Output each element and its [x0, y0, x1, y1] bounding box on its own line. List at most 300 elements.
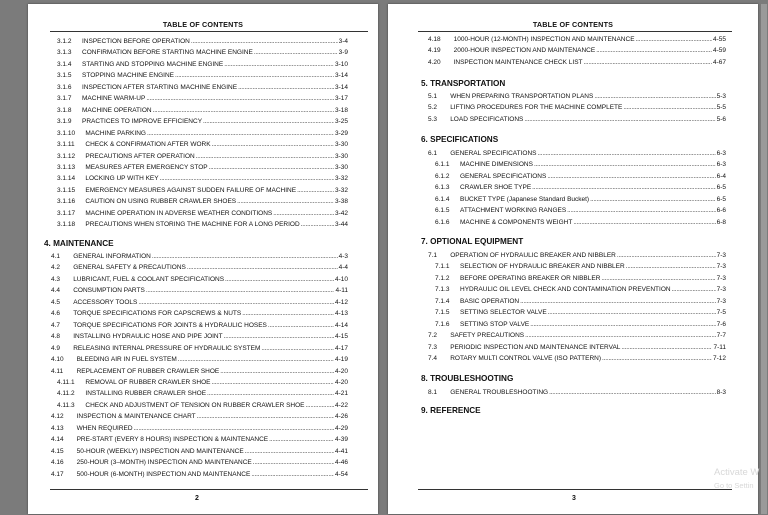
- toc-entry-title: MACHINE & COMPONENTS WEIGHT: [460, 218, 573, 226]
- toc-entry-number: 3.1.7: [57, 95, 72, 103]
- left-page: [28, 4, 378, 514]
- toc-entry-page: 6-6: [716, 207, 726, 215]
- section-heading[interactable]: 8. TROUBLESHOOTING: [421, 374, 514, 383]
- toc-entry-number: 3.1.5: [57, 72, 72, 80]
- toc-entry[interactable]: [57, 161, 348, 171]
- header-rule: [50, 31, 368, 32]
- dot-leader: [538, 150, 716, 157]
- toc-entry-number: 3.1.9: [57, 118, 72, 126]
- page-number: 2: [195, 495, 199, 502]
- toc-entry-title: LOCKING UP WITH KEY: [85, 175, 159, 183]
- dot-leader: [532, 184, 715, 191]
- dot-leader: [626, 263, 716, 270]
- toc-entry-title: LOAD SPECIFICATIONS: [450, 115, 524, 123]
- toc-entry-title: INSPECTION BEFORE OPERATION: [82, 38, 190, 45]
- toc-entry-title: ATTACHMENT WORKING RANGES: [460, 207, 567, 215]
- toc-entry-number: 3.1.15: [57, 186, 76, 194]
- toc-entry-page: 7-3: [716, 252, 726, 259]
- toc-entry[interactable]: [428, 33, 726, 43]
- toc-entry-title: GENERAL SPECIFICATIONS: [460, 172, 547, 180]
- toc-entry[interactable]: [428, 341, 726, 351]
- toc-entry-title: MACHINE WARM-UP: [82, 95, 146, 103]
- toc-entry-title: PRE-START (EVERY 8 HOURS) INSPECTION & MAINTENANCE: [76, 436, 269, 444]
- toc-entry-title: ROTARY MULTI CONTROL VALVE (ISO PATTERN): [450, 355, 602, 363]
- toc-entry[interactable]: [51, 445, 348, 455]
- dot-leader: [601, 275, 715, 282]
- toc-entry-title: TORQUE SPECIFICATIONS FOR JOINTS & HYDRAULIC HOSES: [73, 321, 267, 329]
- toc-entry-title: 2000-HOUR INSPECTION AND MAINTENANCE: [453, 47, 596, 55]
- toc-entry[interactable]: [435, 204, 726, 214]
- toc-entry-number: 4.11.1: [57, 378, 75, 386]
- toc-entry-page: 4-46: [334, 459, 348, 467]
- dot-leader: [549, 389, 716, 396]
- toc-entry-title: PRECAUTIONS AFTER OPERATION: [85, 152, 195, 160]
- toc-entry-number: 4.16: [51, 459, 64, 467]
- toc-entry-number: 4.20: [428, 58, 441, 66]
- toc-entry-title: MACHINE PARKING: [85, 129, 146, 137]
- toc-entry[interactable]: [435, 260, 726, 270]
- toc-entry[interactable]: [428, 329, 726, 339]
- toc-entry-title: BUCKET TYPE (Japanese Standard Bucket): [460, 195, 590, 203]
- toc-entry-number: 6.1.5: [435, 207, 450, 215]
- toc-entry-page: 5-3: [716, 93, 726, 100]
- toc-entry-page: 3-17: [334, 95, 348, 103]
- dot-leader: [273, 210, 334, 217]
- toc-entry-page: 4-54: [334, 470, 348, 478]
- toc-entry-number: 4.10: [51, 356, 64, 364]
- toc-entry-page: 3-44: [334, 221, 348, 229]
- toc-entry-page: 8-3: [716, 389, 726, 396]
- toc-entry-number: 4.1: [51, 253, 61, 260]
- watermark-line-2: Go to Settin: [714, 481, 754, 490]
- dot-leader: [237, 198, 334, 205]
- toc-entry-number: 7.1.4: [435, 297, 450, 305]
- toc-entry[interactable]: [51, 365, 348, 375]
- toc-entry-title: GENERAL SAFETY & PRECAUTIONS: [73, 264, 186, 272]
- toc-entry-page: 6-3: [716, 161, 726, 169]
- toc-entry-page: 4-39: [334, 436, 348, 444]
- toc-entry[interactable]: [51, 433, 348, 443]
- toc-entry[interactable]: [57, 150, 348, 160]
- toc-entry-page: 7-12: [712, 355, 726, 363]
- toc-entry-title: MACHINE OPERATION: [82, 106, 152, 114]
- toc-entry-page: 7-11: [713, 343, 726, 351]
- dot-leader: [242, 310, 334, 317]
- toc-entry-number: 6.1.1: [435, 161, 450, 169]
- toc-entry[interactable]: [435, 306, 726, 316]
- toc-entry[interactable]: [51, 273, 348, 283]
- toc-entry-number: 4.13: [51, 424, 64, 432]
- toc-entry[interactable]: [435, 193, 726, 203]
- toc-entry[interactable]: [57, 172, 348, 182]
- toc-entry-number: 6.1.4: [435, 195, 450, 203]
- toc-entry-title: WHEN REQUIRED: [76, 424, 133, 432]
- toc-entry-number: 7.1.6: [435, 320, 450, 328]
- toc-entry-number: 4.11.2: [57, 390, 75, 398]
- toc-entry[interactable]: [51, 319, 348, 329]
- page-number: 3: [572, 495, 576, 502]
- toc-entry-title: PRECAUTIONS WHEN STORING THE MACHINE FOR A LONG PERIOD: [85, 221, 300, 229]
- dot-leader: [251, 471, 334, 478]
- toc-entry-title: CHECK & CONFIRMATION AFTER WORK: [85, 141, 211, 149]
- toc-entry-page: 7-6: [716, 320, 726, 328]
- toc-entry[interactable]: [57, 387, 348, 397]
- toc-entry[interactable]: [428, 44, 726, 54]
- dot-leader: [209, 164, 334, 171]
- toc-entry-page: 5-6: [716, 115, 726, 123]
- toc-entry-title: BASIC OPERATION: [460, 297, 520, 305]
- toc-entry[interactable]: [435, 283, 726, 293]
- toc-entry-number: 3.1.18: [57, 221, 76, 229]
- toc-entry-page: 3-29: [334, 129, 348, 137]
- toc-entry-number: 7.4: [428, 355, 438, 363]
- dot-leader: [672, 286, 716, 293]
- toc-entry[interactable]: [51, 261, 348, 271]
- section-heading[interactable]: 7. OPTIONAL EQUIPMENT: [421, 237, 524, 246]
- toc-entry[interactable]: [51, 342, 348, 352]
- page-header: TABLE OF CONTENTS: [532, 20, 614, 29]
- dot-leader: [254, 49, 338, 56]
- toc-entry-title: PRACTICES TO IMPROVE EFFICIENCY: [82, 118, 203, 126]
- vertical-scrollbar[interactable]: [761, 4, 767, 514]
- toc-entry[interactable]: [435, 272, 726, 282]
- toc-entry-page: 4-13: [334, 310, 348, 318]
- toc-entry-page: 7-7: [716, 332, 726, 340]
- toc-entry[interactable]: [57, 218, 348, 228]
- dot-leader: [534, 161, 716, 168]
- toc-entry-title: GENERAL TROUBLESHOOTING: [450, 389, 549, 396]
- toc-entry[interactable]: [428, 90, 726, 100]
- toc-entry-number: 5.1: [428, 93, 438, 100]
- dot-leader: [636, 36, 712, 43]
- toc-entry-title: LIFTING PROCEDURES FOR THE MACHINE COMPLETE: [450, 104, 623, 112]
- toc-entry-number: 3.1.4: [57, 60, 72, 68]
- dot-leader: [152, 253, 338, 260]
- toc-entry-page: 4-41: [334, 447, 348, 455]
- dot-leader: [245, 448, 334, 455]
- toc-entry-title: SETTING SELECTOR VALVE: [460, 309, 547, 317]
- toc-entry[interactable]: [57, 207, 348, 217]
- dot-leader: [207, 390, 334, 397]
- dot-leader: [547, 173, 715, 180]
- toc-entry-title: GENERAL INFORMATION: [73, 253, 151, 260]
- toc-entry-title: INSPECTION AFTER STARTING MACHINE ENGINE: [82, 83, 238, 91]
- toc-entry-number: 4.3: [51, 275, 61, 283]
- toc-entry-page: 4-12: [334, 298, 348, 306]
- toc-entry-number: 3.1.14: [57, 175, 76, 183]
- toc-entry-number: 6.1: [428, 150, 438, 157]
- toc-entry-title: GENERAL SPECIFICATIONS: [450, 150, 537, 157]
- dot-leader: [297, 187, 334, 194]
- toc-entry[interactable]: [57, 69, 348, 79]
- toc-entry-page: 6-3: [716, 150, 726, 157]
- toc-entry-number: 3.1.6: [57, 83, 72, 91]
- toc-entry-page: 4-59: [712, 47, 726, 55]
- dot-leader: [220, 368, 334, 375]
- toc-entry-page: 7-3: [716, 286, 726, 294]
- toc-entry-title: 1000-HOUR (12-MONTH) INSPECTION AND MAINTENANCE: [453, 36, 635, 43]
- right-page: [388, 4, 758, 514]
- toc-entry-title: CRAWLER SHOE TYPE: [460, 184, 532, 192]
- toc-entry-page: 4-20: [334, 367, 348, 375]
- toc-entry[interactable]: [57, 127, 348, 137]
- dot-leader: [138, 299, 334, 306]
- toc-entry[interactable]: [51, 330, 348, 340]
- toc-entry-title: ACCESSORY TOOLS: [73, 298, 138, 306]
- toc-entry[interactable]: [57, 104, 348, 114]
- toc-entry[interactable]: [57, 195, 348, 205]
- toc-entry-page: 4-14: [334, 321, 348, 329]
- toc-entry-page: 5-5: [716, 104, 726, 112]
- toc-entry-page: 3-9: [338, 49, 348, 57]
- toc-entry-page: 4-55: [712, 36, 726, 43]
- dot-leader: [238, 84, 334, 91]
- dot-leader: [623, 104, 715, 111]
- toc-entry[interactable]: [435, 181, 726, 191]
- toc-entry-title: REPLACEMENT OF RUBBER CRAWLER SHOE: [76, 367, 220, 375]
- dot-leader: [203, 118, 334, 125]
- toc-entry-title: OPERATION OF HYDRAULIC BREAKER AND NIBBLER: [450, 252, 616, 259]
- toc-entry-title: BLEEDING AIR IN FUEL SYSTEM: [76, 356, 177, 364]
- toc-entry-number: 3.1.3: [57, 49, 72, 57]
- toc-entry-page: 4-15: [334, 333, 348, 341]
- toc-entry-number: 3.1.10: [57, 129, 76, 137]
- dot-leader: [146, 95, 334, 102]
- toc-entry-number: 7.2: [428, 332, 438, 340]
- toc-entry[interactable]: [428, 101, 726, 111]
- toc-entry[interactable]: [51, 296, 348, 306]
- toc-entry-number: 7.1: [428, 252, 438, 259]
- toc-entry-page: 3-10: [334, 60, 348, 68]
- toc-entry-page: 3-30: [334, 163, 348, 171]
- dot-leader: [225, 276, 334, 283]
- toc-entry[interactable]: [57, 376, 348, 386]
- toc-entry-number: 4.2: [51, 264, 61, 272]
- toc-entry-title: INSTALLING RUBBER CRAWLER SHOE: [85, 390, 207, 398]
- toc-entry[interactable]: [51, 353, 348, 363]
- toc-entry-number: 7.1.1: [435, 263, 450, 271]
- toc-entry[interactable]: [51, 250, 348, 260]
- toc-entry-page: 3-42: [334, 209, 348, 217]
- dot-leader: [211, 379, 334, 386]
- toc-entry-title: SAFETY PRECAUTIONS: [450, 332, 525, 340]
- toc-entry-page: 4-17: [334, 344, 348, 352]
- dot-leader: [621, 344, 712, 351]
- toc-entry-number: 4.11: [51, 367, 64, 375]
- toc-entry-number: 7.3: [428, 343, 438, 351]
- toc-entry-title: EMERGENCY MEASURES AGAINST SUDDEN FAILURE OF MACHINE: [85, 186, 297, 194]
- toc-entry-page: 4-29: [334, 424, 348, 432]
- toc-entry-number: 3.1.13: [57, 163, 76, 171]
- dot-leader: [530, 321, 715, 328]
- dot-leader: [269, 436, 334, 443]
- toc-entry-title: CAUTION ON USING RUBBER CRAWLER SHOES: [85, 198, 237, 206]
- toc-entry-number: 3.1.2: [57, 38, 72, 45]
- toc-entry-page: 6-5: [716, 195, 726, 203]
- toc-entry-page: 7-3: [716, 263, 726, 271]
- page-header: TABLE OF CONTENTS: [162, 20, 244, 29]
- toc-entry[interactable]: [435, 318, 726, 328]
- toc-entry[interactable]: [57, 184, 348, 194]
- toc-entry-title: INSTALLING HYDRAULIC HOSE AND PIPE JOINT: [73, 333, 223, 341]
- toc-entry-title: STARTING AND STOPPING MACHINE ENGINE: [82, 60, 224, 68]
- toc-entry-page: 3-25: [334, 118, 348, 126]
- toc-entry-number: 6.1.2: [435, 172, 450, 180]
- dot-leader: [191, 38, 338, 45]
- toc-entry-number: 3.1.8: [57, 106, 72, 114]
- dot-leader: [175, 72, 334, 79]
- toc-entry-title: STOPPING MACHINE ENGINE: [82, 72, 174, 80]
- toc-entry-page: 4-10: [334, 275, 348, 283]
- toc-entry-number: 4.9: [51, 344, 61, 352]
- toc-entry-number: 7.1.2: [435, 274, 450, 282]
- toc-entry-number: 4.5: [51, 298, 61, 306]
- toc-entry-number: 7.1.5: [435, 309, 450, 317]
- dot-leader: [147, 130, 334, 137]
- dot-leader: [153, 107, 334, 114]
- dot-leader: [160, 175, 334, 182]
- toc-entry-title: INSPECTION MAINTENANCE CHECK LIST: [453, 58, 583, 66]
- toc-entry-page: 6-4: [716, 172, 726, 180]
- dot-leader: [596, 47, 712, 54]
- toc-entry[interactable]: [428, 386, 726, 396]
- toc-entry-title: 50-HOUR (WEEKLY) INSPECTION AND MAINTENANCE: [76, 447, 244, 455]
- toc-entry[interactable]: [51, 456, 348, 466]
- header-rule: [418, 31, 732, 32]
- dot-leader: [573, 219, 715, 226]
- toc-entry-title: SELECTION OF HYDRAULIC BREAKER AND NIBBLER: [460, 263, 625, 271]
- dot-leader: [602, 355, 712, 362]
- toc-entry-number: 3.1.12: [57, 152, 76, 160]
- section-heading[interactable]: 4. MAINTENANCE: [44, 239, 114, 248]
- dot-leader: [525, 332, 715, 339]
- toc-entry-title: WHEN PREPARING TRANSPORTATION PLANS: [450, 93, 594, 100]
- dot-leader: [301, 221, 334, 228]
- toc-entry-title: REMOVAL OF RUBBER CRAWLER SHOE: [85, 378, 211, 386]
- toc-entry[interactable]: [57, 46, 348, 56]
- toc-entry-page: 3-14: [334, 72, 348, 80]
- toc-entry-page: 3-18: [334, 106, 348, 114]
- section-heading[interactable]: 6. SPECIFICATIONS: [421, 135, 499, 144]
- dot-leader: [197, 413, 334, 420]
- dot-leader: [224, 333, 334, 340]
- toc-entry-title: INSPECTION & MAINTENANCE CHART: [76, 413, 196, 421]
- dot-leader: [584, 59, 712, 66]
- toc-entry-title: RELEASING INTERNAL PRESSURE OF HYDRAULIC SYSTEM: [73, 344, 261, 352]
- toc-entry-number: 4.12: [51, 413, 64, 421]
- toc-entry-page: 4-3: [338, 253, 348, 260]
- toc-entry[interactable]: [428, 249, 726, 259]
- section-heading[interactable]: 5. TRANSPORTATION: [421, 79, 506, 88]
- toc-entry-page: 6-8: [716, 218, 726, 226]
- toc-entry[interactable]: [51, 284, 348, 294]
- dot-leader: [524, 116, 715, 123]
- dot-leader: [187, 264, 338, 271]
- dot-leader: [224, 61, 334, 68]
- toc-entry-title: MEASURES AFTER EMERGENCY STOP: [85, 163, 208, 171]
- toc-entry[interactable]: [428, 352, 726, 362]
- section-heading[interactable]: 9. REFERENCE: [421, 406, 481, 415]
- toc-entry[interactable]: [435, 158, 726, 168]
- toc-entry[interactable]: [435, 216, 726, 226]
- dot-leader: [567, 207, 715, 214]
- toc-entry-page: 4-21: [334, 390, 348, 398]
- toc-entry-number: 3.1.11: [57, 141, 75, 149]
- toc-entry-page: 4-26: [334, 413, 348, 421]
- toc-entry-page: 3-30: [334, 141, 348, 149]
- footer-rule: [50, 489, 368, 490]
- toc-entry[interactable]: [428, 113, 726, 123]
- toc-entry-number: 8.1: [428, 389, 438, 396]
- toc-entry-title: MACHINE OPERATION IN ADVERSE WEATHER CONDITIONS: [85, 209, 273, 217]
- toc-entry-page: 6-5: [716, 184, 726, 192]
- toc-entry-number: 4.15: [51, 447, 64, 455]
- toc-entry-page: 3-38: [334, 198, 348, 206]
- toc-entry[interactable]: [428, 147, 726, 157]
- toc-entry[interactable]: [51, 422, 348, 432]
- dot-leader: [548, 309, 716, 316]
- toc-entry-number: 3.1.16: [57, 198, 76, 206]
- toc-entry-number: 4.6: [51, 310, 61, 318]
- toc-entry-page: 3-4: [338, 38, 348, 45]
- toc-entry[interactable]: [57, 81, 348, 91]
- toc-entry[interactable]: [57, 92, 348, 102]
- toc-entry-title: MACHINE DIMENSIONS: [460, 161, 533, 169]
- toc-entry-page: 4-67: [712, 58, 726, 66]
- toc-entry-number: 4.11.3: [57, 401, 75, 409]
- dot-leader: [617, 252, 716, 259]
- toc-entry-number: 6.1.3: [435, 184, 450, 192]
- toc-entry-title: CONSUMPTION PARTS: [73, 287, 145, 295]
- toc-entry[interactable]: [57, 138, 348, 148]
- toc-entry-title: SETTING STOP VALVE: [460, 320, 530, 328]
- toc-entry-title: CONFIRMATION BEFORE STARTING MACHINE ENGINE: [82, 49, 253, 57]
- toc-entry[interactable]: [57, 58, 348, 68]
- toc-entry-title: BEFORE OPERATING BREAKER OR NIBBLER: [460, 274, 601, 282]
- toc-entry-page: 4-20: [334, 378, 348, 386]
- toc-entry-page: 3-30: [334, 152, 348, 160]
- toc-entry-page: 4-11: [335, 287, 348, 295]
- dot-leader: [590, 196, 715, 203]
- dot-leader: [146, 287, 335, 294]
- toc-entry[interactable]: [57, 35, 348, 45]
- toc-entry[interactable]: [435, 295, 726, 305]
- toc-entry-page: 7-5: [716, 309, 726, 317]
- toc-entry-page: 3-14: [334, 83, 348, 91]
- activation-watermark: [714, 466, 759, 492]
- toc-entry-title: TORQUE SPECIFICATIONS FOR CAPSCREWS & NUTS: [73, 310, 242, 318]
- toc-entry-number: 5.2: [428, 104, 438, 112]
- toc-entry[interactable]: [51, 307, 348, 317]
- dot-leader: [253, 459, 334, 466]
- toc-entry[interactable]: [51, 410, 348, 420]
- toc-entry[interactable]: [57, 115, 348, 125]
- toc-entry[interactable]: [435, 170, 726, 180]
- footer-rule: [418, 489, 732, 490]
- toc-entry[interactable]: [51, 468, 348, 478]
- watermark-line-1: Activate W: [714, 467, 760, 478]
- toc-entry-title: HYDRAULIC OIL LEVEL CHECK AND CONTAMINATION PREVENTION: [460, 286, 671, 294]
- toc-entry-page: 4-19: [334, 356, 348, 364]
- toc-entry[interactable]: [428, 56, 726, 66]
- dot-leader: [594, 93, 715, 100]
- toc-entry-number: 7.1.3: [435, 286, 450, 294]
- toc-entry-number: 4.18: [428, 36, 441, 43]
- dot-leader: [196, 153, 334, 160]
- toc-entry[interactable]: [57, 399, 348, 409]
- dot-leader: [212, 141, 334, 148]
- dot-leader: [178, 356, 334, 363]
